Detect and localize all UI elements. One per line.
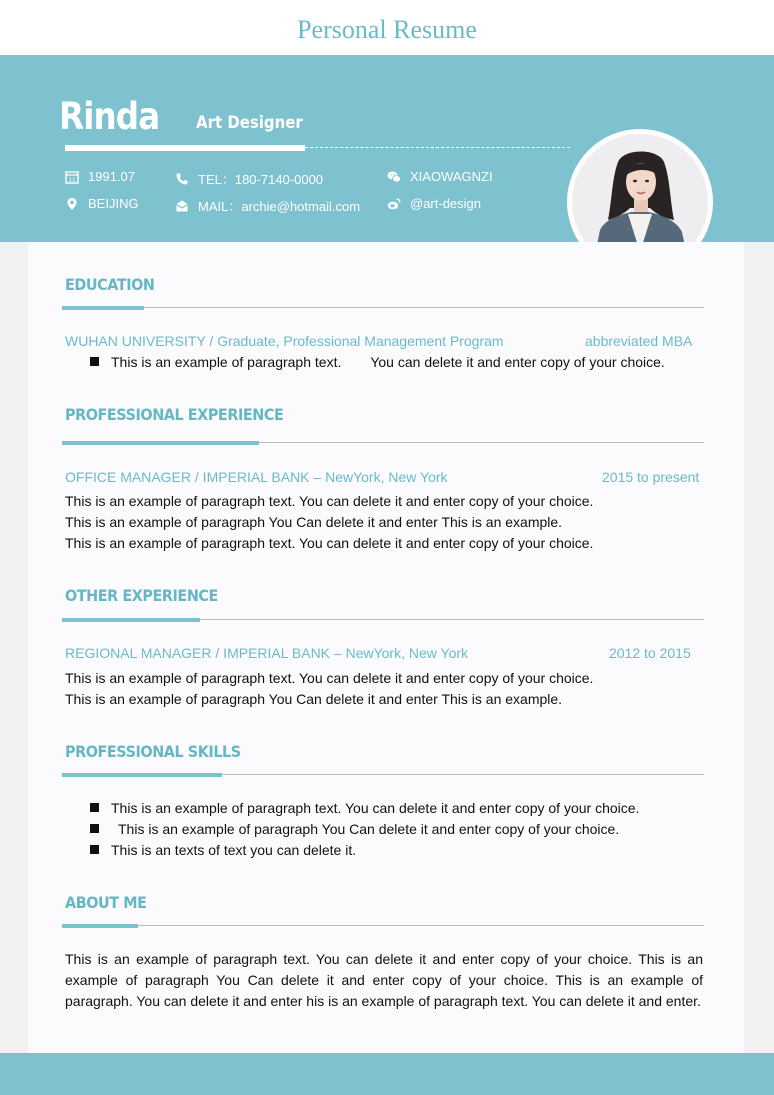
person-role: Art Designer xyxy=(196,113,303,133)
section-accent-bar xyxy=(62,618,200,622)
email[interactable]: MAIL：archie@hotmail.com xyxy=(198,199,361,214)
city: BEIJING xyxy=(88,196,139,211)
header-banner xyxy=(0,55,774,242)
about-text: This is an example of paragraph text. You can delete it and enter copy of your choice. This is an example of paragraph You Can delete it and enter copy of your choice. This is an example of paragraph. You can delete it and enter his is an example of paragraph text. You can delete it and enter. xyxy=(65,951,703,1009)
section-title-professional-skills: PROFESSIONAL SKILLS xyxy=(65,742,241,761)
city-info xyxy=(65,196,139,211)
job-line: This is an example of paragraph You Can delete it and enter This is an example. xyxy=(65,514,563,530)
section-title-about-me: ABOUT ME xyxy=(65,893,147,912)
section-accent-bar xyxy=(62,441,259,445)
weibo-info xyxy=(387,196,481,211)
skill-item xyxy=(90,821,619,837)
svg-text:11: 11 xyxy=(68,177,76,183)
section-divider xyxy=(62,307,704,308)
person-name: Rinda xyxy=(59,95,160,138)
birth-info xyxy=(65,169,135,184)
mail-info xyxy=(175,196,360,215)
tel-info xyxy=(175,169,323,188)
education-school: WUHAN UNIVERSITY / Graduate, Professional Management Program xyxy=(65,333,504,349)
other-job-position: REGIONAL MANAGER / IMPERIAL BANK – NewYork, New York xyxy=(65,645,469,661)
location-icon xyxy=(65,197,79,211)
job-line: This is an example of paragraph text. You can delete it and enter copy of your choice. xyxy=(65,493,594,509)
education-bullet-text-a: This is an example of paragraph text. xyxy=(111,354,342,370)
job-line: This is an example of paragraph text. You can delete it and enter copy of your choice. xyxy=(65,535,594,551)
weibo-id: @art-design xyxy=(410,196,482,211)
skill-item-text: This is an example of paragraph You Can delete it and enter copy of your choice. xyxy=(118,821,620,837)
wechat-id: XIAOWAGNZI xyxy=(410,169,493,184)
section-title-other-experience: OTHER EXPERIENCE xyxy=(65,586,218,605)
skill-item: This is an example of paragraph text. You can delete it and enter copy of your choice. xyxy=(90,800,639,816)
footer-band xyxy=(0,1053,774,1095)
other-job-period: 2012 to 2015 xyxy=(609,645,691,661)
page-title: Personal Resume xyxy=(0,0,774,55)
education-bullet xyxy=(90,354,665,370)
calendar-icon xyxy=(65,170,79,184)
section-accent-bar xyxy=(62,773,222,777)
job-position: OFFICE MANAGER / IMPERIAL BANK – NewYork, New York xyxy=(65,469,448,485)
job-period: 2015 to present xyxy=(602,469,700,485)
header-rule-dashed xyxy=(305,147,570,148)
phone-icon xyxy=(175,172,189,186)
other-job-line: This is an example of paragraph text. You can delete it and enter copy of your choice. xyxy=(65,670,594,686)
section-accent-bar xyxy=(62,924,138,928)
education-bullet-text-b: You can delete it and enter copy of your choice. xyxy=(370,354,665,370)
weibo-icon xyxy=(387,197,401,211)
wechat-icon xyxy=(387,170,401,184)
other-job-line: This is an example of paragraph You Can delete it and enter This is an example. xyxy=(65,691,563,707)
education-degree: abbreviated MBA xyxy=(585,333,693,349)
wechat-info xyxy=(387,169,493,184)
skill-item: This is an texts of text you can delete it. xyxy=(90,842,356,858)
mail-icon xyxy=(175,199,189,213)
header-rule-solid xyxy=(65,145,305,151)
section-accent-bar xyxy=(62,306,144,310)
section-title-education: EDUCATION xyxy=(65,275,155,294)
section-divider xyxy=(62,925,704,926)
section-title-professional-experience: PROFESSIONAL EXPERIENCE xyxy=(65,405,284,424)
telephone[interactable]: TEL：180-7140-0000 xyxy=(198,172,324,187)
birth-date: 1991.07 xyxy=(88,169,135,184)
